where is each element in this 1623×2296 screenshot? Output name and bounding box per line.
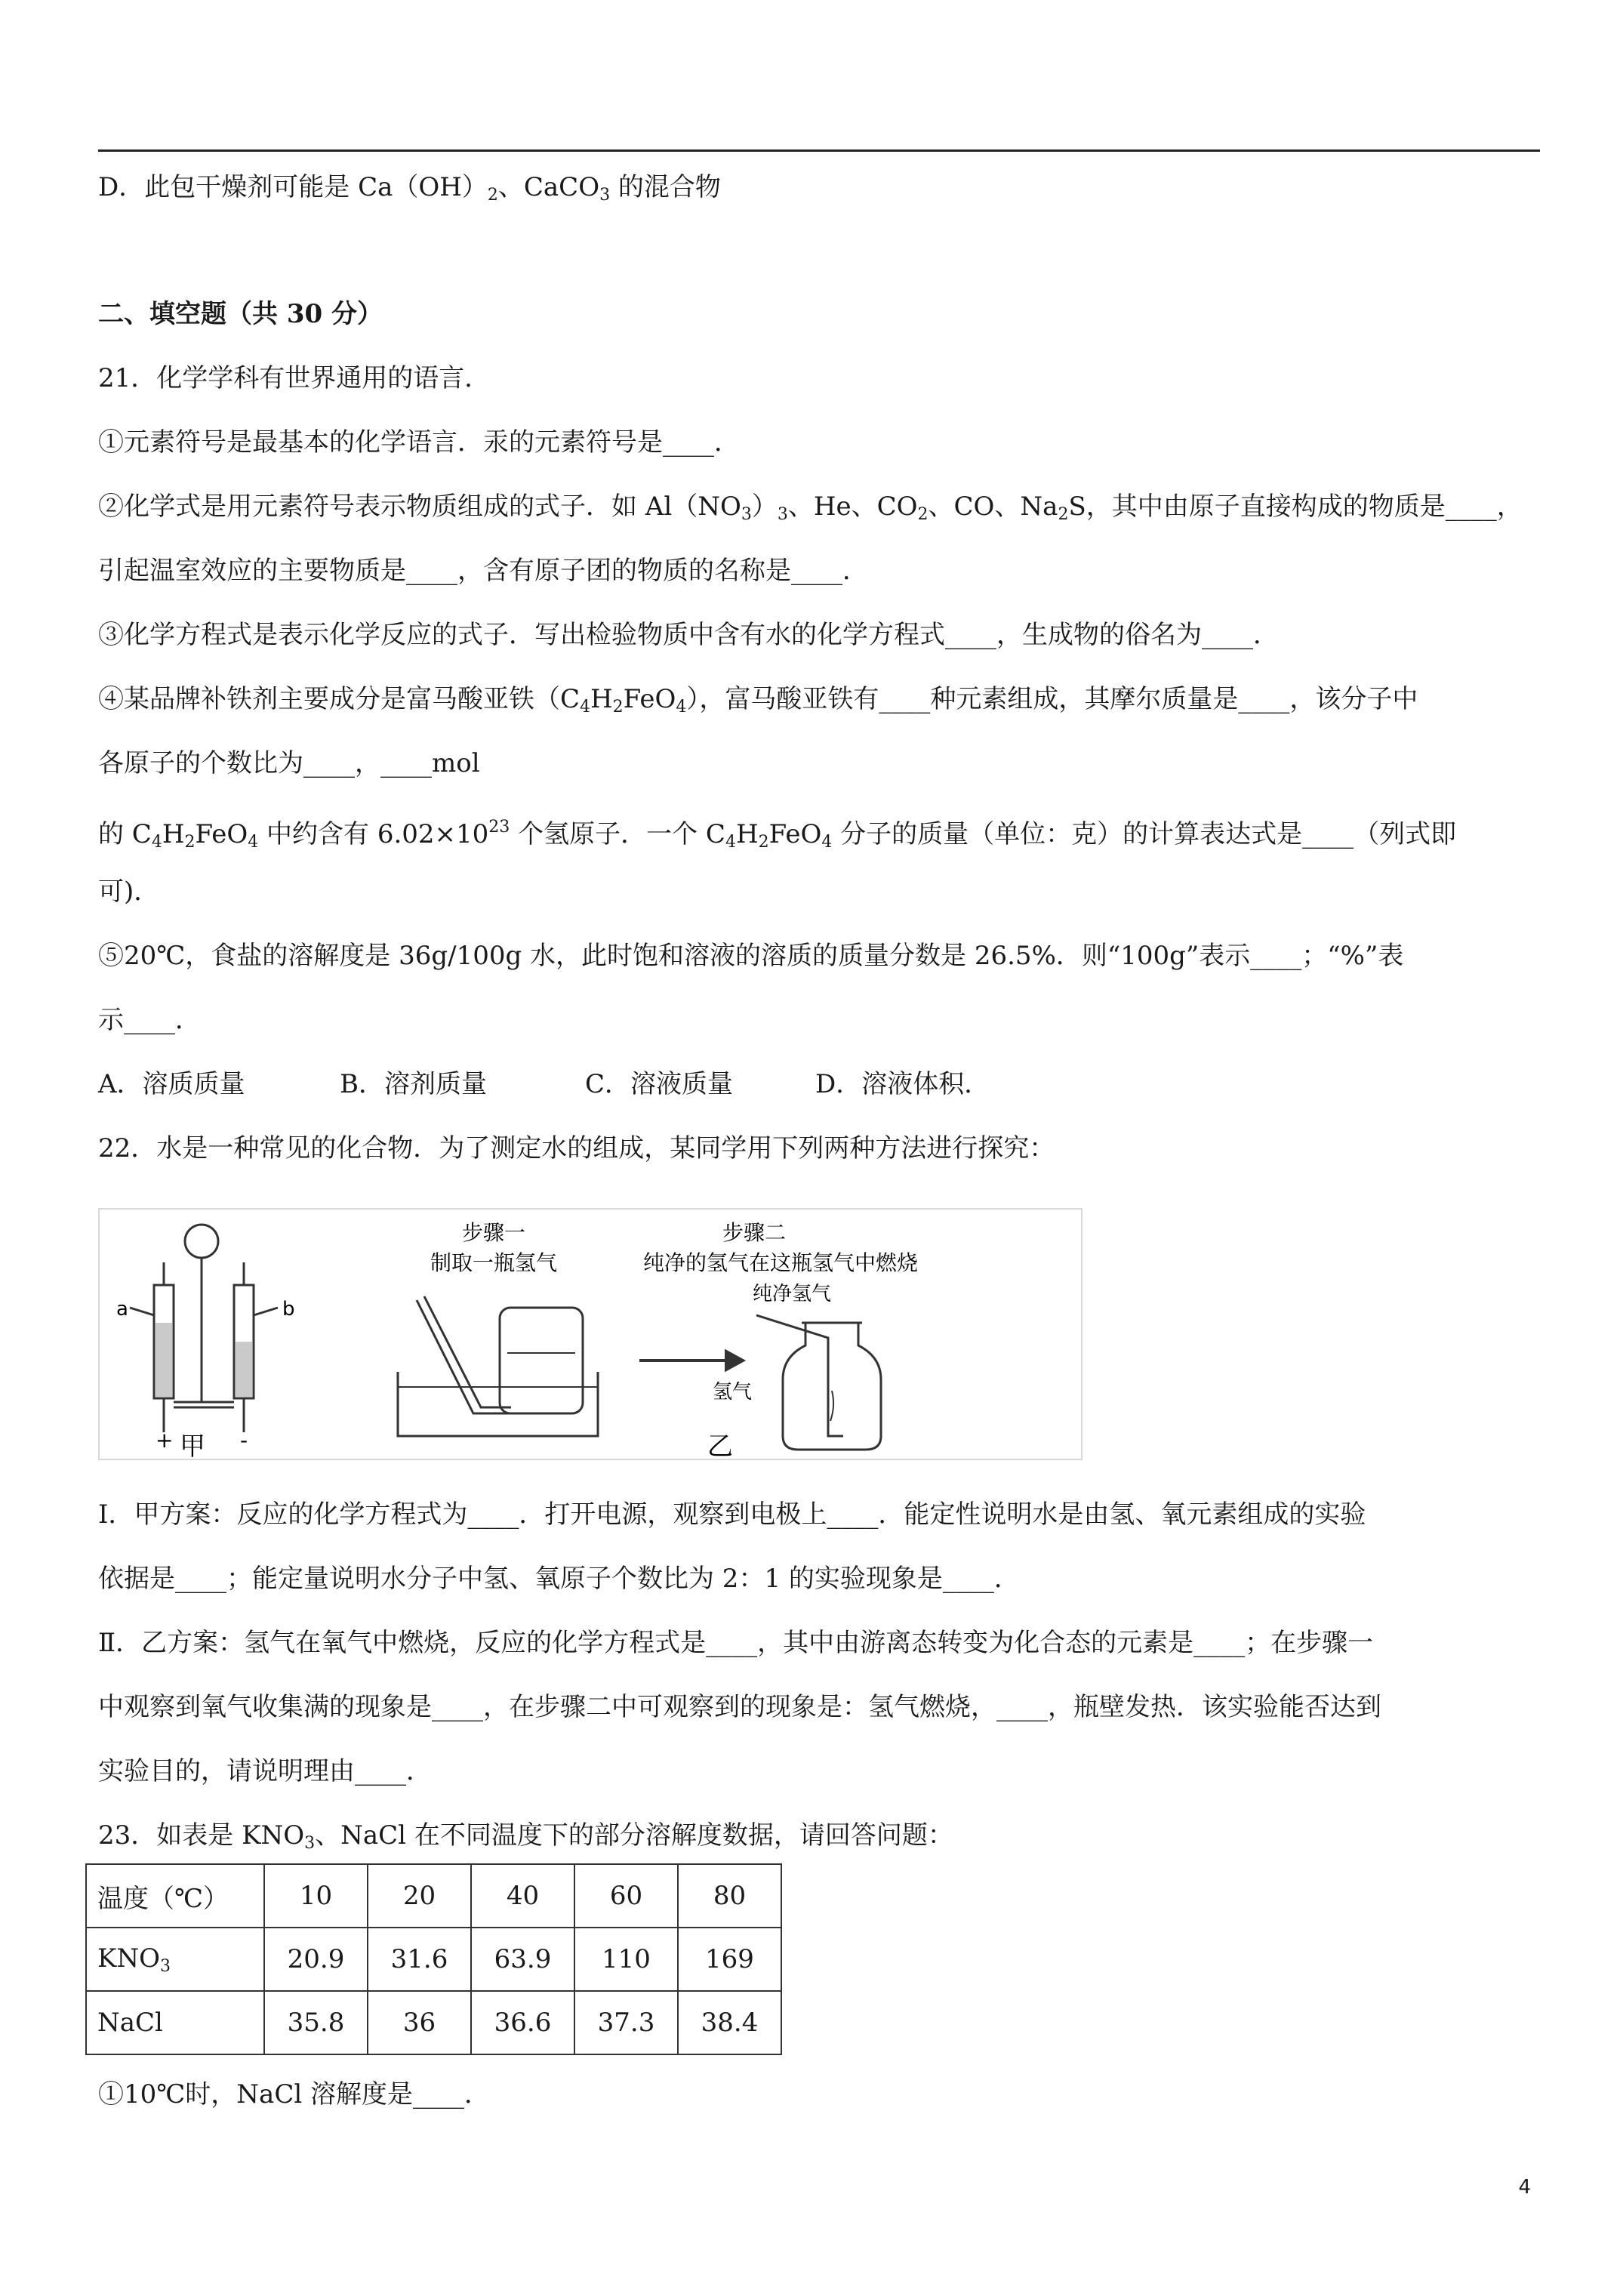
page-number: 4: [1518, 2176, 1531, 2199]
step2-desc: 纯净的氢气在这瓶氢气中燃烧: [643, 1250, 919, 1275]
step1-desc: 制取一瓶氢气: [430, 1250, 558, 1275]
q23-part1: ①10℃时，NaCl 溶解度是____．: [98, 2079, 491, 2110]
q22-plan-i-line1: Ⅰ．甲方案：反应的化学方程式为____．打开电源，观察到电极上____．能定性说明水是由氢、氧元素组成的实验: [98, 1499, 1366, 1530]
combustion-bottle: [756, 1315, 881, 1450]
step1-title: 步骤一: [462, 1220, 526, 1245]
table-row-kno3: [86, 1928, 781, 1991]
header-temperature: 温度（℃）: [86, 1864, 264, 1928]
pure-hydrogen-label: 纯净氢气: [753, 1283, 832, 1305]
row-label-kno3: $KNO_3$: [86, 1928, 264, 1991]
table-cell: 38.4: [678, 1991, 781, 2054]
table-cell: 63.9: [471, 1928, 574, 1991]
arrow: [639, 1351, 743, 1370]
gas-label: 氢气: [713, 1381, 753, 1404]
q21-part5-line1: ⑤20℃，食盐的溶解度是 36g/100g 水，此时饱和溶液的溶质的质量分数是 26.5%．则“100g”表示____；“%”表: [98, 941, 1404, 971]
table-cell: 20.9: [264, 1928, 368, 1991]
header-cell: 40: [471, 1864, 574, 1928]
step2-title: 步骤二: [722, 1220, 787, 1245]
q21-part4-line4: 可)．: [98, 877, 160, 907]
label-yi: 乙: [707, 1432, 733, 1459]
header-cell: 20: [368, 1864, 471, 1928]
electrolysis-water: [156, 1323, 252, 1397]
experiment-figure: [98, 1208, 1083, 1460]
q21-part3: ③化学方程式是表示化学反应的式子．写出检验物质中含有水的化学方程式____，生成物的俗名为____．: [98, 620, 1279, 650]
label-jia: 甲: [180, 1432, 205, 1459]
q21-stem: 21．化学学科有世界通用的语言．: [98, 363, 491, 393]
q22-plan-i-line2: 依据是____；能定量说明水分子中氢、氧原子个数比为 2：1 的实验现象是____．: [98, 1564, 1020, 1594]
q21-part4-line3: 的 $C_4H_2FeO_4$ 中约含有 $6.02\times 10^{23}$ 个氢原子．一个 $C_4H_2FeO_4$ 分子的质量（单位：克）的计算表达式是____（列式即: [98, 818, 1457, 852]
solubility-table: [85, 1863, 782, 2055]
table-row-nacl: [86, 1991, 781, 2054]
header-cell: 60: [574, 1864, 678, 1928]
table-cell: 36: [368, 1991, 471, 2054]
option-d: D．此包干燥剂可能是 $Ca(OH)_2$、CaCO$_3$ 的混合物: [98, 172, 721, 205]
label-plus: +: [156, 1428, 174, 1453]
q21-part4-line2: 各原子的个数比为____，____mol: [98, 748, 480, 778]
table-cell: 110: [574, 1928, 678, 1991]
q22-stem: 22．水是一种常见的化合物．为了测定水的组成，某同学用下列两种方法进行探究：: [98, 1133, 1055, 1163]
table-cell: 31.6: [368, 1928, 471, 1991]
q22-plan-ii-line2: 中观察到氧气收集满的现象是____，在步骤二中可观察到的现象是：氢气燃烧，____，瓶壁发热．该实验能否达到: [98, 1692, 1381, 1722]
q21-part2-line2: 引起温室效应的主要物质是____，含有原子团的物质的名称是____．: [98, 556, 868, 586]
header-rule: [98, 149, 1540, 152]
option-b: B．溶剂质量: [340, 1069, 487, 1099]
q22-plan-ii-line1: Ⅱ．乙方案：氢气在氧气中燃烧，反应的化学方程式是____，其中由游离态转变为化合态的元素是____；在步骤一: [98, 1628, 1374, 1658]
label-b: b: [282, 1298, 295, 1321]
q22-plan-ii-line3: 实验目的，请说明理由____．: [98, 1756, 432, 1786]
q21-part2-line1: ②化学式是用元素符号表示物质组成的式子．如 $Al(NO_3)_3$、He、$CO_2$、CO、$Na_2S$，其中由原子直接构成的物质是____，: [98, 492, 1523, 524]
q21-options: [98, 1065, 1540, 1104]
table-cell: 37.3: [574, 1991, 678, 2054]
header-cell: 80: [678, 1864, 781, 1928]
label-minus: -: [240, 1428, 248, 1453]
q23-stem: 23．如表是 $KNO_3$、NaCl 在不同温度下的部分溶解度数据，请回答问题：: [98, 1820, 953, 1853]
option-c: C．溶液质量: [585, 1069, 734, 1099]
electrolysis-apparatus: [130, 1225, 278, 1432]
row-label-nacl: NaCl: [86, 1991, 264, 2054]
option-d-volume: D．溶液体积．: [815, 1069, 990, 1099]
experiment-diagram: [100, 1210, 1081, 1459]
label-a: a: [116, 1298, 128, 1321]
header-cell: 10: [264, 1864, 368, 1928]
table-cell: 36.6: [471, 1991, 574, 2054]
q21-part4-line1: ④某品牌补铁剂主要成分是富马酸亚铁$(C_4H_2FeO_4)$，富马酸亚铁有____种元素组成，其摩尔质量是____，该分子中: [98, 684, 1418, 717]
section-title: 二、填空题（共 30 分）: [98, 299, 383, 329]
table-header-row: [86, 1864, 781, 1928]
table-cell: 35.8: [264, 1991, 368, 2054]
table-cell: 169: [678, 1928, 781, 1991]
q21-part1: ①元素符号是最基本的化学语言．汞的元素符号是____．: [98, 427, 740, 458]
q21-part5-line2: 示____．: [98, 1005, 201, 1035]
gas-collection-apparatus: [398, 1296, 598, 1436]
option-a: A．溶质质量: [98, 1069, 245, 1099]
